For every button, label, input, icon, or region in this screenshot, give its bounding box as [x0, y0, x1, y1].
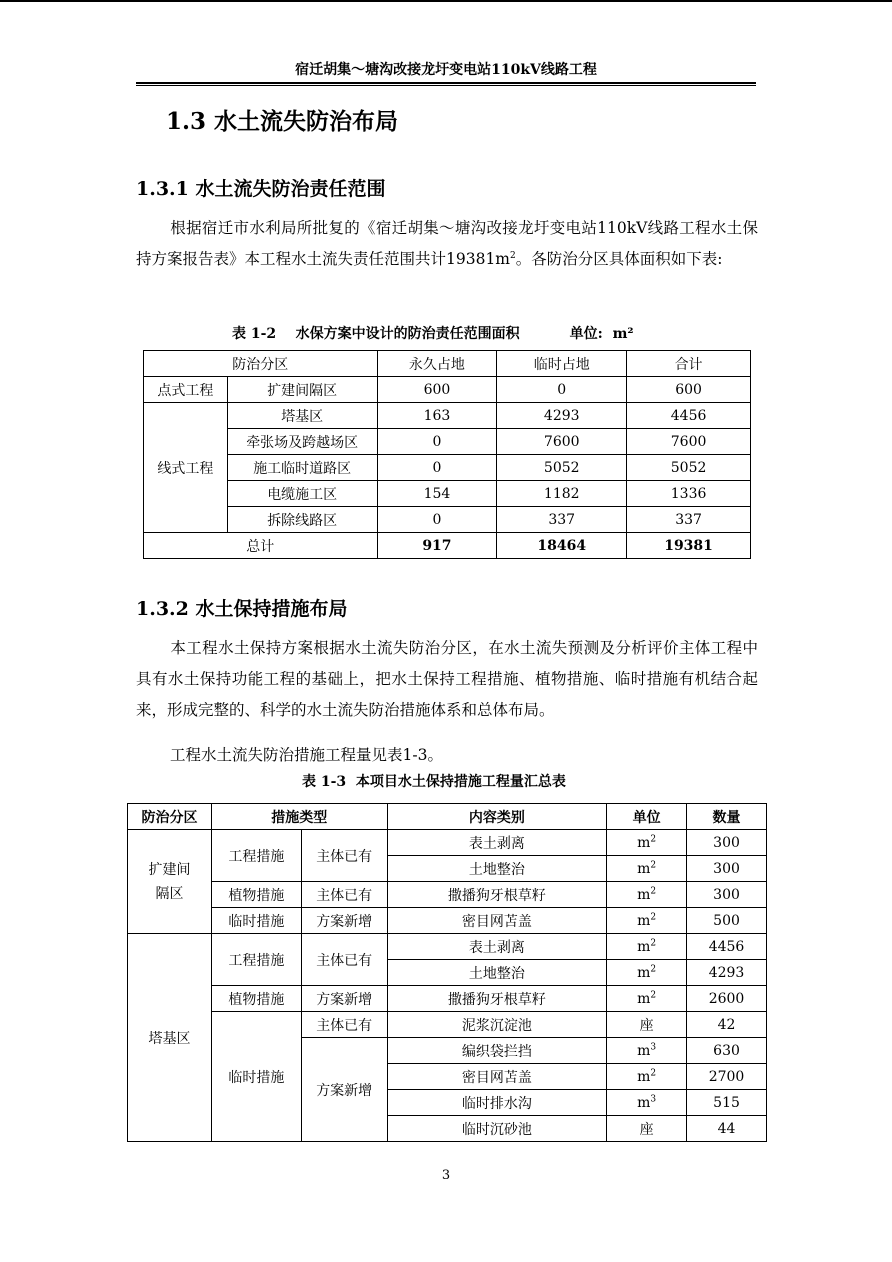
value-cell: 163	[377, 403, 497, 429]
table-caption-1-3: 表 1-3 本项目水土保持措施工程量汇总表	[302, 774, 566, 790]
zone-cell: 牵张场及跨越场区	[227, 429, 377, 455]
unit-cell: $m^3$	[607, 1090, 687, 1116]
table-row	[144, 377, 751, 403]
paragraph-scope	[136, 213, 758, 275]
qty-cell: 42	[687, 1012, 767, 1038]
unit-cell: $m^2$	[607, 986, 687, 1012]
source-cell: 方案新增	[301, 986, 387, 1012]
total-value: 18464	[497, 533, 627, 559]
measure-cell: 植物措施	[211, 882, 301, 908]
value-cell: 7600	[497, 429, 627, 455]
group-cell: 线式工程	[144, 403, 228, 533]
value-cell: 7600	[627, 429, 751, 455]
qty-cell: 4293	[687, 960, 767, 986]
paragraph-reference	[136, 740, 758, 771]
unit-cell: $m^2$	[607, 908, 687, 934]
table-row	[144, 455, 751, 481]
caption-text: 表 1-2 水保方案中设计的防治责任范围面积	[232, 326, 520, 342]
zone-cell: 电缆施工区	[227, 481, 377, 507]
measure-cell: 植物措施	[211, 986, 301, 1012]
header-rule-thin	[136, 85, 756, 86]
header-rule	[136, 82, 756, 84]
caption-unit: 单位: m²	[569, 326, 634, 342]
zone-cell: 扩建间隔区	[227, 377, 377, 403]
content-cell: 撒播狗牙根草籽	[387, 986, 607, 1012]
superscript: 2	[510, 250, 516, 261]
zone-cell: 塔基区	[227, 403, 377, 429]
header-cell: 防治分区	[128, 804, 212, 830]
table-row	[128, 1012, 767, 1038]
measure-cell: 工程措施	[211, 934, 301, 986]
value-cell: 1336	[627, 481, 751, 507]
value-cell: 600	[377, 377, 497, 403]
value-cell: 0	[377, 455, 497, 481]
page-header: 宿迁胡集～塘沟改接龙圩变电站110kV线路工程	[295, 62, 597, 78]
total-value: 917	[377, 533, 497, 559]
table-row	[128, 882, 767, 908]
unit-cell: $m^2$	[607, 1064, 687, 1090]
qty-cell: 2600	[687, 986, 767, 1012]
paragraph-reference-text: 工程水土流失防治措施工程量见表1-3。	[170, 746, 443, 764]
header-cell: 数量	[687, 804, 767, 830]
table-row	[128, 934, 767, 960]
qty-cell: 500	[687, 908, 767, 934]
header-cell: 措施类型	[211, 804, 387, 830]
page-number: 3	[441, 1168, 451, 1183]
value-cell: 0	[377, 429, 497, 455]
value-cell: 0	[377, 507, 497, 533]
table-row	[128, 830, 767, 856]
value-cell: 337	[497, 507, 627, 533]
source-cell: 主体已有	[301, 830, 387, 882]
content-cell: 密目网苫盖	[387, 1064, 607, 1090]
zone-cell: 拆除线路区	[227, 507, 377, 533]
content-cell: 编织袋拦挡	[387, 1038, 607, 1064]
paragraph-layout-text: 本工程水土保持方案根据水土流失防治分区，在水土流失预测及分析评价主体工程中具有水土保持功能工程的基础上，把水土保持工程措施、植物措施、临时措施有机结合起来，形成完整的、科学的水土流失防治措施体系和总体布局。	[136, 639, 758, 719]
subsection-title-1: 1.3.1 水土流失防治责任范围	[136, 178, 386, 200]
value-cell: 0	[497, 377, 627, 403]
qty-cell: 300	[687, 856, 767, 882]
table-row	[128, 908, 767, 934]
unit-cell: $m^3$	[607, 1038, 687, 1064]
value-cell: 337	[627, 507, 751, 533]
source-cell: 主体已有	[301, 882, 387, 908]
unit-cell: 座	[607, 1012, 687, 1038]
value-cell: 4293	[497, 403, 627, 429]
header-cell: 合计	[627, 351, 751, 377]
measure-cell: 临时措施	[211, 1012, 301, 1142]
qty-cell: 630	[687, 1038, 767, 1064]
table-1-3	[127, 803, 767, 1142]
table-header-row	[128, 804, 767, 830]
value-cell: 5052	[627, 455, 751, 481]
content-cell: 密目网苫盖	[387, 908, 607, 934]
section-title: 1.3 水土流失防治布局	[166, 108, 399, 135]
qty-cell: 515	[687, 1090, 767, 1116]
unit-cell: 座	[607, 1116, 687, 1142]
content-cell: 撒播狗牙根草籽	[387, 882, 607, 908]
unit-cell: $m^2$	[607, 934, 687, 960]
table-row	[144, 403, 751, 429]
zone-cell: 塔基区	[128, 934, 212, 1142]
source-cell: 方案新增	[301, 1038, 387, 1142]
group-cell: 点式工程	[144, 377, 228, 403]
qty-cell: 2700	[687, 1064, 767, 1090]
unit-cell: $m^2$	[607, 830, 687, 856]
table-row	[144, 429, 751, 455]
content-cell: 泥浆沉淀池	[387, 1012, 607, 1038]
content-cell: 临时排水沟	[387, 1090, 607, 1116]
measure-cell: 临时措施	[211, 908, 301, 934]
content-cell: 土地整治	[387, 960, 607, 986]
zone-cell: 扩建间隔区	[128, 830, 212, 934]
paragraph-layout	[136, 633, 758, 726]
total-value: 19381	[627, 533, 751, 559]
qty-cell: 4456	[687, 934, 767, 960]
source-cell: 方案新增	[301, 908, 387, 934]
content-cell: 土地整治	[387, 856, 607, 882]
unit-cell: $m^2$	[607, 856, 687, 882]
qty-cell: 300	[687, 830, 767, 856]
table-total-row	[144, 533, 751, 559]
unit-cell: $m^2$	[607, 882, 687, 908]
table-row	[128, 986, 767, 1012]
table-row	[144, 481, 751, 507]
top-border	[0, 0, 892, 2]
qty-cell: 300	[687, 882, 767, 908]
header-cell: 内容类别	[387, 804, 607, 830]
source-cell: 主体已有	[301, 934, 387, 986]
value-cell: 5052	[497, 455, 627, 481]
header-cell: 防治分区	[144, 351, 378, 377]
unit-cell: $m^2$	[607, 960, 687, 986]
measure-cell: 工程措施	[211, 830, 301, 882]
table-row	[144, 507, 751, 533]
subsection-title-2: 1.3.2 水土保持措施布局	[136, 598, 348, 620]
value-cell: 4456	[627, 403, 751, 429]
table-header-row	[144, 351, 751, 377]
value-cell: 154	[377, 481, 497, 507]
header-cell: 永久占地	[377, 351, 497, 377]
paragraph-scope-a: 根据宿迁市水利局所批复的《宿迁胡集～塘沟改接龙圩变电站110kV线路工程水土保持方案报告表》本工程水土流失责任范围共计19381m	[136, 219, 758, 268]
header-cell: 临时占地	[497, 351, 627, 377]
value-cell: 1182	[497, 481, 627, 507]
total-label: 总计	[144, 533, 378, 559]
zone-cell: 施工临时道路区	[227, 455, 377, 481]
paragraph-scope-b: 。各防治分区具体面积如下表:	[515, 250, 723, 268]
content-cell: 临时沉砂池	[387, 1116, 607, 1142]
content-cell: 表土剥离	[387, 830, 607, 856]
value-cell: 600	[627, 377, 751, 403]
content-cell: 表土剥离	[387, 934, 607, 960]
header-cell: 单位	[607, 804, 687, 830]
qty-cell: 44	[687, 1116, 767, 1142]
table-1-2	[143, 350, 751, 559]
source-cell: 主体已有	[301, 1012, 387, 1038]
table-caption-1-2	[232, 324, 634, 344]
